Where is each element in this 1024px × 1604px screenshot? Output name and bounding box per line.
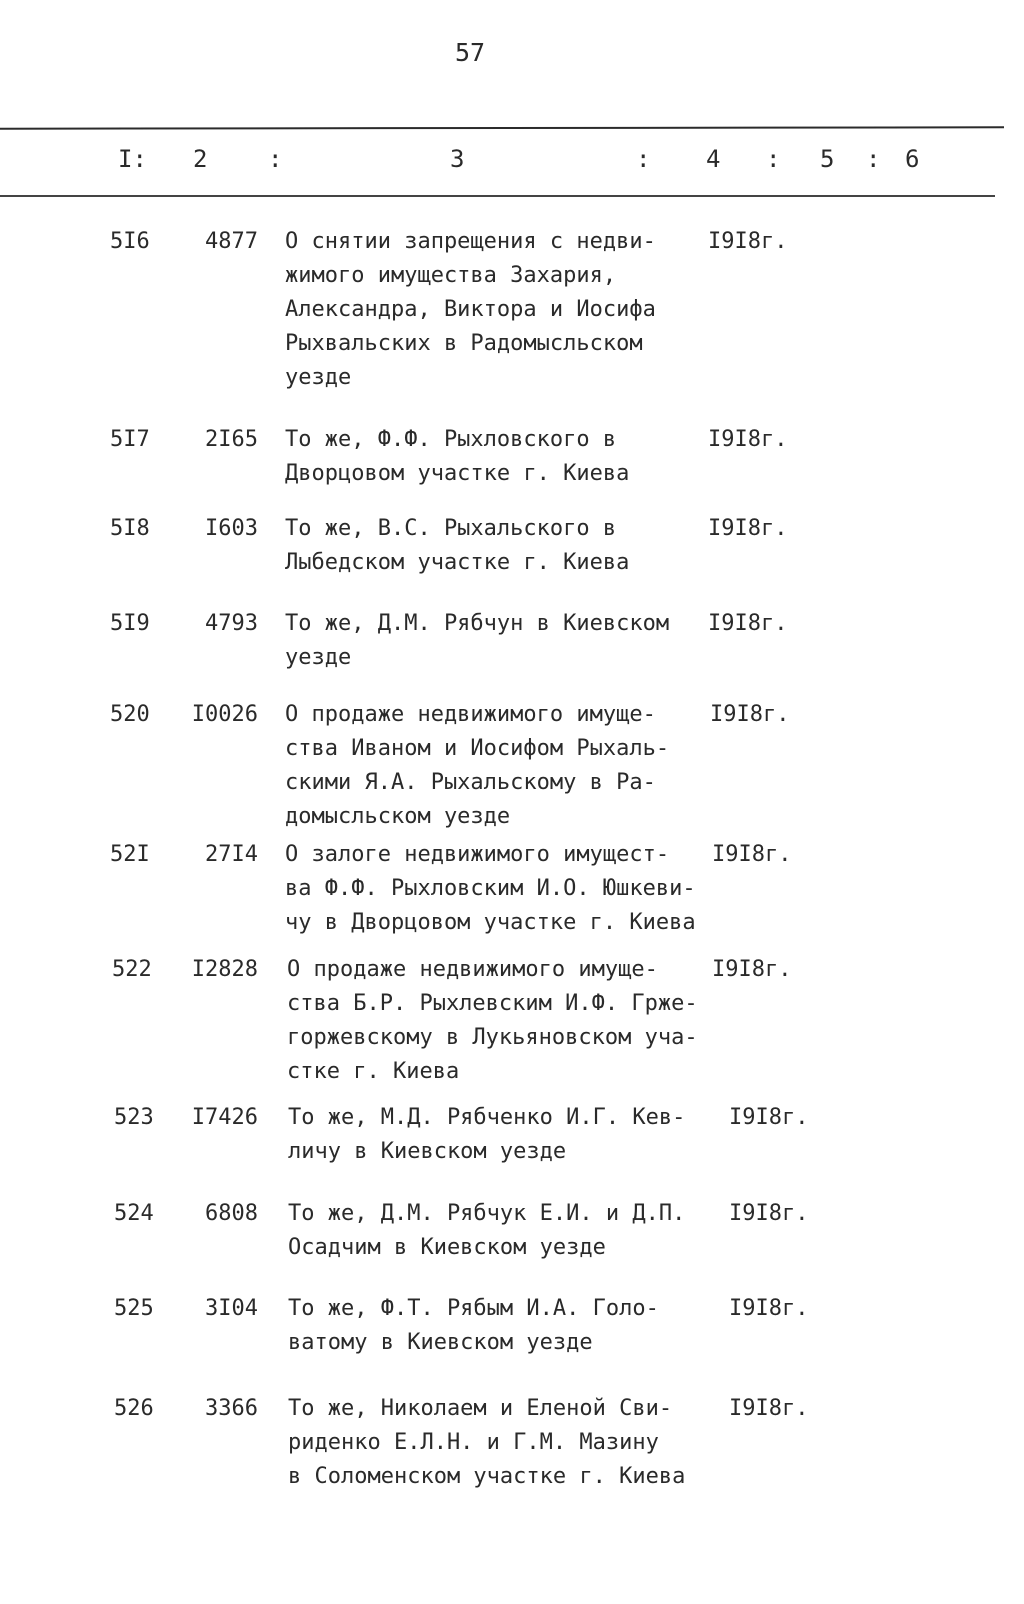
row-file: 4877 [205, 229, 258, 254]
description-line: О залоге недвижимого имущест- [285, 842, 670, 867]
row-description [285, 698, 669, 834]
row-description [285, 607, 669, 675]
header-col1: I: [118, 145, 147, 173]
description-line: Александра, Виктора и Иосифа [285, 297, 656, 322]
row-file: I2828 [191, 957, 258, 982]
row-description [288, 1101, 685, 1169]
row-description [285, 512, 629, 580]
description-line: уезде [285, 645, 352, 670]
row-file: 3366 [205, 1396, 258, 1421]
description-line: ватому в Киевском уезде [288, 1330, 593, 1355]
row-file: 27I4 [205, 842, 258, 867]
row-file: 4793 [205, 611, 258, 636]
row-number: 5I7 [110, 427, 150, 452]
row-file: I7426 [191, 1105, 258, 1130]
row-number: 523 [114, 1105, 154, 1130]
row-file: 3I04 [205, 1296, 258, 1321]
top-rule [0, 126, 1004, 129]
description-line: То же, Д.М. Рябчук Е.И. и Д.П. [288, 1201, 686, 1226]
description-line: О продаже недвижимого имуще- [285, 702, 656, 727]
row-description [287, 953, 698, 1089]
description-line: Рыхвальских в Радомысльском [285, 331, 643, 356]
description-line: ства Иваном и Иосифом Рыхаль- [285, 736, 670, 761]
row-description [288, 1392, 685, 1494]
row-year: I9I8г. [710, 702, 790, 727]
description-line: Дворцовом участке г. Киева [285, 461, 630, 486]
description-line: стке г. Киева [287, 1059, 460, 1084]
description-line: То же, В.С. Рыхальского в [285, 516, 617, 541]
description-line: То же, Ф.Ф. Рыхловского в [285, 427, 617, 452]
header-sep2: : [636, 145, 651, 173]
header-col4: 4 [706, 145, 721, 173]
description-line: личу в Киевском уезде [288, 1139, 567, 1164]
row-number: 52I [110, 842, 150, 867]
row-year: I9I8г. [712, 842, 792, 867]
description-line: То же, Николаем и Еленой Сви- [288, 1396, 673, 1421]
header-col6: 6 [905, 145, 920, 173]
description-line: То же, М.Д. Рябченко И.Г. Кев- [288, 1105, 686, 1130]
row-year: I9I8г. [729, 1296, 809, 1321]
row-file: I0026 [191, 702, 258, 727]
row-year: I9I8г. [708, 427, 788, 452]
header-sep3: : [766, 145, 781, 173]
header-rule [0, 195, 995, 197]
row-number: 5I9 [110, 611, 150, 636]
row-number: 526 [114, 1396, 154, 1421]
row-year: I9I8г. [729, 1396, 809, 1421]
description-line: Осадчим в Киевском уезде [288, 1235, 606, 1260]
description-line: О снятии запрещения с недви- [285, 229, 656, 254]
description-line: То же, Ф.Т. Рябым И.А. Голо- [288, 1296, 659, 1321]
row-description [288, 1197, 685, 1265]
header-sep1: : [268, 145, 283, 173]
description-line: горжевскому в Лукьяновском уча- [287, 1025, 698, 1050]
row-number: 524 [114, 1201, 154, 1226]
row-number: 5I6 [110, 229, 150, 254]
header-col3: 3 [450, 145, 465, 173]
row-number: 5I8 [110, 516, 150, 541]
row-number: 525 [114, 1296, 154, 1321]
row-number: 520 [110, 702, 150, 727]
description-line: чу в Дворцовом участке г. Киева [285, 910, 696, 935]
row-file: 2I65 [205, 427, 258, 452]
row-file: 6808 [205, 1201, 258, 1226]
row-number: 522 [112, 957, 152, 982]
description-line: риденко Е.Л.Н. и Г.М. Мазину [288, 1430, 659, 1455]
row-year: I9I8г. [708, 611, 788, 636]
description-line: ва Ф.Ф. Рыхловским И.О. Юшкеви- [285, 876, 696, 901]
description-line: скими Я.А. Рыхальскому в Ра- [285, 770, 656, 795]
header-col5: 5 [820, 145, 835, 173]
row-description [285, 225, 656, 395]
row-year: I9I8г. [712, 957, 792, 982]
row-description [285, 423, 629, 491]
row-description [285, 838, 696, 940]
row-year: I9I8г. [708, 229, 788, 254]
header-col2: 2 [193, 145, 208, 173]
header-sep4: : [866, 145, 881, 173]
row-year: I9I8г. [729, 1105, 809, 1130]
row-description [288, 1292, 659, 1360]
description-line: Лыбедском участке г. Киева [285, 550, 630, 575]
description-line: в Соломенском участке г. Киева [288, 1464, 686, 1489]
page-number: 57 [455, 38, 486, 67]
description-line: жимого имущества Захария, [285, 263, 617, 288]
row-year: I9I8г. [708, 516, 788, 541]
description-line: уезде [285, 365, 352, 390]
row-year: I9I8г. [729, 1201, 809, 1226]
description-line: О продаже недвижимого имуще- [287, 957, 658, 982]
row-file: I603 [205, 516, 258, 541]
description-line: То же, Д.М. Рябчун в Киевском [285, 611, 670, 636]
description-line: ства Б.Р. Рыхлевским И.Ф. Грже- [287, 991, 698, 1016]
description-line: домысльском уезде [285, 804, 511, 829]
